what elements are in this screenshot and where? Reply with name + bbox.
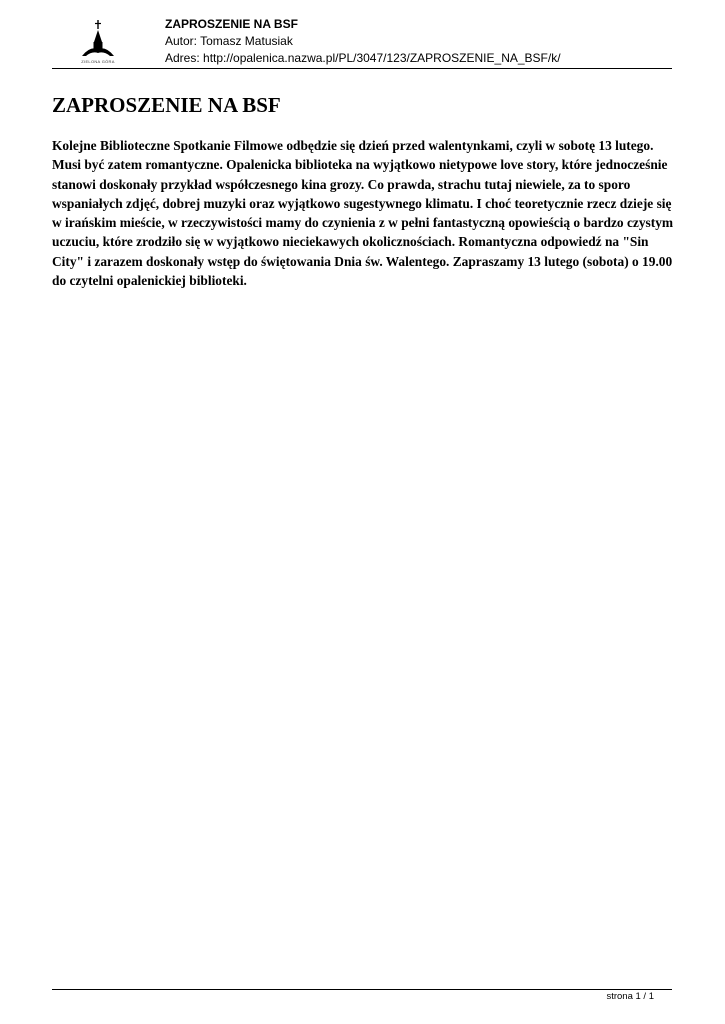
page-number: strona 1 / 1	[606, 991, 654, 1002]
article-title: ZAPROSZENIE NA BSF	[52, 93, 281, 117]
page-footer	[52, 989, 672, 1002]
logo-caption: ZIELONA GÓRA	[81, 59, 115, 64]
document-author: Autor: Tomasz Matusiak	[165, 34, 293, 48]
article-body: Kolejne Biblioteczne Spotkanie Filmowe odbędzie się dzień przed walentynkami, czyli w sobotę 13 lutego. Musi być zatem romantyczne. Opalenicka biblioteka na wyjątkowo nietypowe love story, które jednocześnie stanowi doskonały przykład współczesnego kina grozy. Co prawda, strachu tutaj niewiele, za to sporo wspaniałych zdjęć, dobrej muzyki oraz wyjątkowo sugestywnego klimatu. I choć teoretycznie rzecz dzieje się w irańskim mieście, w rzeczywistości mamy do czynienia z w pełni fantastyczną opowieścią o bardzo czystym uczuciu, które zrodziło się w wyjątkowo nieciekawych okolicznościach. Romantyczna odpowiedź na "Sin City" i zarazem doskonały wstęp do świętowania Dnia św. Walentego. Zapraszamy 13 lutego (sobota) o 19.00 do czytelni opalenickiej biblioteki.	[52, 138, 674, 289]
document-title: ZAPROSZENIE NA BSF	[165, 17, 298, 31]
document-address: Adres: http://opalenica.nazwa.pl/PL/3047/123/ZAPROSZENIE_NA_BSF/k/	[165, 51, 561, 65]
page-header	[52, 14, 672, 69]
document-meta	[165, 16, 561, 67]
